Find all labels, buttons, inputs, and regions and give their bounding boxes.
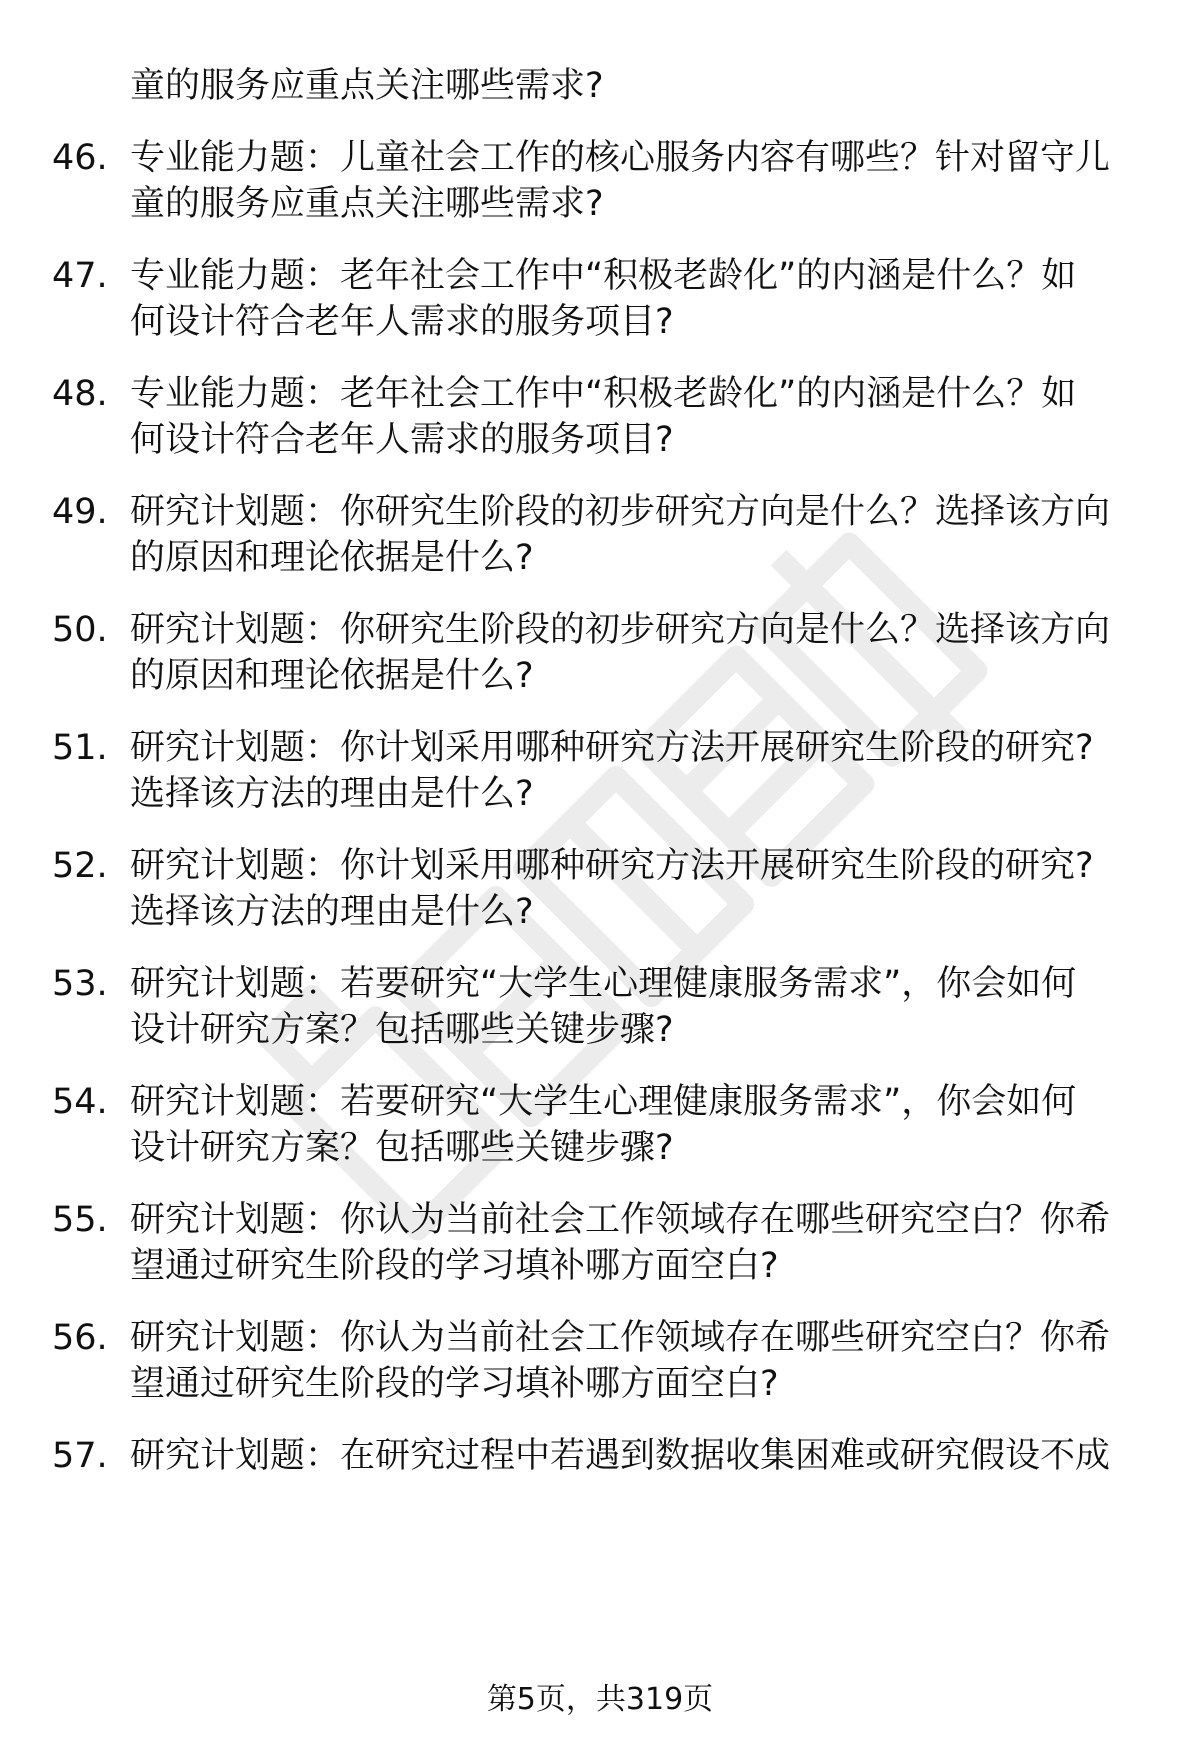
item-text-line1: 专业能力题：老年社会工作中“积极老龄化”的内涵是什么？如 [130,374,1077,414]
item-text-line2: 何设计符合老年人需求的服务项目? [130,302,674,342]
item-text-line2: 望通过研究生阶段的学习填补哪方面空白? [130,1364,779,1404]
item-number: 53. [52,964,108,1004]
item-text-line1: 专业能力题：儿童社会工作的核心服务内容有哪些？针对留守儿 [130,138,1111,178]
item-text-line1: 研究计划题：若要研究“大学生心理健康服务需求”，你会如何 [130,1082,1077,1122]
item-text-line1: 专业能力题：老年社会工作中“积极老龄化”的内涵是什么？如 [130,256,1077,296]
item-number: 54. [52,1082,108,1122]
item-text-line1: 研究计划题：你计划采用哪种研究方法开展研究生阶段的研究? [130,728,1094,768]
item-text-line2: 的原因和理论依据是什么? [130,656,534,696]
item-text-line1: 研究计划题：在研究过程中若遇到数据收集困难或研究假设不成 [130,1436,1111,1476]
item-number: 49. [52,492,108,532]
item-number: 55. [52,1200,108,1240]
item-text-line1: 研究计划题：若要研究“大学生心理健康服务需求”，你会如何 [130,964,1077,1004]
item-number: 47. [52,256,108,296]
item-text-line1: 研究计划题：你计划采用哪种研究方法开展研究生阶段的研究? [130,846,1094,886]
item-text-line2: 设计研究方案？包括哪些关键步骤? [130,1128,674,1168]
item-text-line2: 设计研究方案？包括哪些关键步骤? [130,1010,674,1050]
item-number: 51. [52,728,108,768]
item-number: 46. [52,138,108,178]
item-text-line2: 选择该方法的理由是什么? [130,892,534,932]
item-text-line2: 童的服务应重点关注哪些需求? [130,184,604,224]
item-text-line1: 研究计划题：你认为当前社会工作领域存在哪些研究空白？你希 [130,1318,1111,1358]
item-text-line2: 的原因和理论依据是什么? [130,538,534,578]
item-text-line1: 研究计划题：你研究生阶段的初步研究方向是什么？选择该方向 [130,492,1111,532]
item-number: 48. [52,374,108,414]
page-number-footer: 第5页，共319页 [486,1682,714,1717]
item-text-line1: 研究计划题：你认为当前社会工作领域存在哪些研究空白？你希 [130,1200,1111,1240]
item-text-line2: 何设计符合老年人需求的服务项目? [130,420,674,460]
item-number: 52. [52,846,108,886]
item-text-line1: 研究计划题：你研究生阶段的初步研究方向是什么？选择该方向 [130,610,1111,650]
item-number: 50. [52,610,108,650]
item-number: 57. [52,1436,108,1476]
continuation-line: 童的服务应重点关注哪些需求? [130,66,604,106]
item-text-line2: 望通过研究生阶段的学习填补哪方面空白? [130,1246,779,1286]
item-number: 56. [52,1318,108,1358]
item-text-line2: 选择该方法的理由是什么? [130,774,534,814]
